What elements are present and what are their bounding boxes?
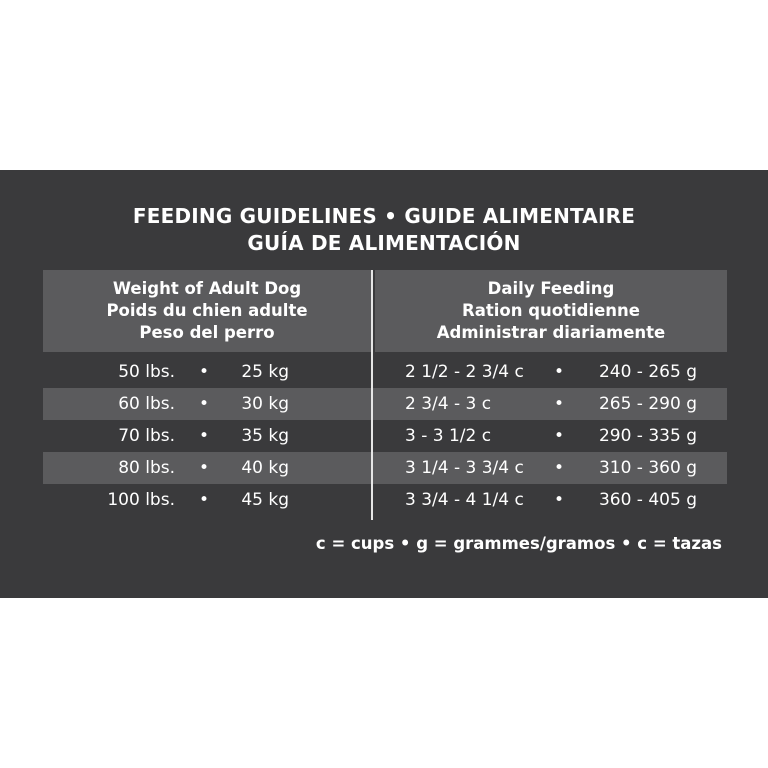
weight-lbs: 50 lbs. <box>118 362 175 382</box>
feeding-cups: 2 1/2 - 2 3/4 c <box>405 362 524 382</box>
weight-kg: 35 kg <box>241 426 289 446</box>
unit-legend: c = cups • g = grammes/gramos • c = tazas <box>315 534 722 553</box>
table-row <box>43 452 727 484</box>
bullet-separator: • <box>554 362 565 382</box>
title-line-2: GUÍA DE ALIMENTACIÓN <box>247 231 521 255</box>
feeding-cups: 3 3/4 - 4 1/4 c <box>405 490 524 510</box>
weight-lbs: 70 lbs. <box>118 426 175 446</box>
weight-header-es: Peso del perro <box>139 323 275 342</box>
weight-lbs: 60 lbs. <box>118 394 175 414</box>
bullet-separator: • <box>199 458 210 478</box>
feeding-grams: 265 - 290 g <box>598 394 697 414</box>
bullet-separator: • <box>554 426 565 446</box>
weight-column-header <box>43 270 371 352</box>
feeding-grams: 310 - 360 g <box>598 458 697 478</box>
bullet-separator: • <box>199 490 210 510</box>
feeding-grams: 240 - 265 g <box>598 362 697 382</box>
weight-kg: 40 kg <box>241 458 289 478</box>
table-row <box>43 388 727 420</box>
table-row <box>43 420 727 452</box>
weight-header-en: Weight of Adult Dog <box>112 279 302 298</box>
weight-kg: 45 kg <box>241 490 289 510</box>
feeding-cups: 3 - 3 1/2 c <box>405 426 492 446</box>
bullet-separator: • <box>554 490 565 510</box>
bullet-separator: • <box>199 362 210 382</box>
feeding-guidelines-panel <box>0 170 768 598</box>
feeding-column-header <box>375 270 727 352</box>
bullet-separator: • <box>199 394 210 414</box>
table-row <box>43 356 727 388</box>
weight-lbs: 80 lbs. <box>118 458 175 478</box>
title-line-1: FEEDING GUIDELINES • GUIDE ALIMENTAIRE <box>132 204 636 228</box>
feeding-header-en: Daily Feeding <box>487 279 615 298</box>
weight-kg: 25 kg <box>241 362 289 382</box>
bullet-separator: • <box>554 458 565 478</box>
weight-lbs: 100 lbs. <box>107 490 175 510</box>
bullet-separator: • <box>554 394 565 414</box>
feeding-header-es: Administrar diariamente <box>436 323 666 342</box>
table-row <box>43 484 727 516</box>
bullet-separator: • <box>199 426 210 446</box>
feeding-grams: 290 - 335 g <box>598 426 697 446</box>
weight-header-fr: Poids du chien adulte <box>106 301 308 320</box>
feeding-cups: 2 3/4 - 3 c <box>405 394 492 414</box>
weight-kg: 30 kg <box>241 394 289 414</box>
feeding-header-fr: Ration quotidienne <box>462 301 640 320</box>
feeding-cups: 3 1/4 - 3 3/4 c <box>405 458 524 478</box>
column-divider <box>371 270 373 520</box>
feeding-grams: 360 - 405 g <box>598 490 697 510</box>
